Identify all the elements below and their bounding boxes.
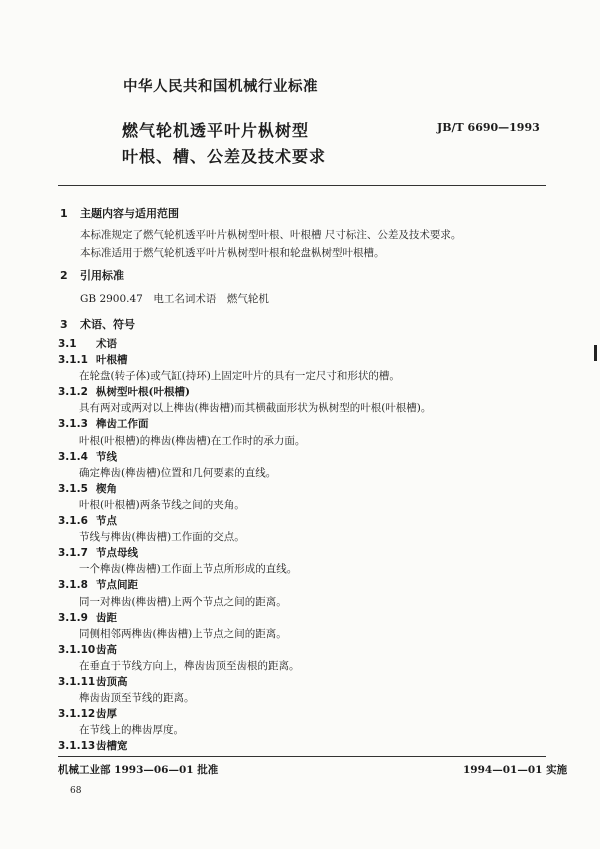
term-definition: 具有两对或两对以上榫齿(榫齿槽)而其横截面形状为枞树型的叶根(叶根槽)。 <box>79 402 432 415</box>
term-definition: 一个榫齿(榫齿槽)工作面上节点所形成的直线。 <box>79 563 298 576</box>
standard-code: JB/T 6690—1993 <box>437 121 540 134</box>
term-number: 3.1.5 <box>58 482 88 495</box>
section-title: 引用标准 <box>80 269 124 282</box>
subsection-title: 术语 <box>96 338 117 350</box>
term-name: 榫齿工作面 <box>96 418 149 431</box>
header-divider <box>58 185 546 186</box>
term-name: 枞树型叶根(叶根槽) <box>96 386 190 399</box>
term-number: 3.1.13 <box>58 740 96 753</box>
term-name: 齿顶高 <box>96 675 128 688</box>
subsection-number: 3.1 <box>58 338 77 350</box>
issuing-organization: 中华人民共和国机械行业标准 <box>123 79 318 95</box>
section-number: 3 <box>60 318 68 331</box>
term-heading <box>58 384 431 400</box>
section-number: 2 <box>60 269 68 282</box>
term-number: 3.1.6 <box>58 515 88 528</box>
term-number: 3.1.9 <box>58 611 88 624</box>
section-title: 主题内容与适用范围 <box>80 207 179 220</box>
section-2-heading <box>60 267 124 283</box>
term-name: 节点母线 <box>96 547 138 560</box>
term-definition: 叶根(叶根槽)的榫齿(榫齿槽)在工作时的承力面。 <box>79 434 306 447</box>
paragraph: 本标准适用于燃气轮机透平叶片枞树型叶根和轮盘枞树型叶根槽。 <box>80 247 385 259</box>
term-name: 叶根槽 <box>96 354 128 367</box>
term-heading <box>58 449 431 465</box>
term-heading <box>58 545 431 561</box>
section-3-heading <box>60 316 135 332</box>
page-number: 68 <box>70 786 82 796</box>
term-definition: 榫齿齿顶至节线的距离。 <box>79 692 195 705</box>
section-title: 术语、符号 <box>80 318 135 331</box>
term-definition: 节线与榫齿(榫齿槽)工作面的交点。 <box>79 531 245 544</box>
term-heading <box>58 610 431 626</box>
term-name: 节点 <box>96 515 117 528</box>
term-heading <box>58 642 431 658</box>
term-definition: 同侧相邻两榫齿(榫齿槽)上节点之间的距离。 <box>79 627 287 640</box>
term-heading <box>58 352 431 368</box>
margin-mark <box>594 345 597 361</box>
term-definition: 在垂直于节线方向上，榫齿齿顶至齿根的距离。 <box>79 659 300 672</box>
term-heading <box>58 513 431 529</box>
term-heading <box>58 674 431 690</box>
term-heading <box>58 416 431 432</box>
document-title-line2: 叶根、槽、公差及技术要求 <box>122 147 327 166</box>
term-name: 节线 <box>96 450 117 463</box>
section-number: 1 <box>60 207 68 220</box>
terms-list <box>58 336 431 754</box>
term-heading <box>58 738 431 754</box>
term-number: 3.1.7 <box>58 547 88 560</box>
term-name: 齿高 <box>96 643 117 656</box>
term-name: 齿厚 <box>96 708 117 721</box>
term-definition: 确定榫齿(榫齿槽)位置和几何要素的直线。 <box>79 466 277 479</box>
term-name: 节点间距 <box>96 579 138 592</box>
term-number: 3.1.4 <box>58 450 88 463</box>
term-heading <box>58 481 431 497</box>
term-definition: 叶根(叶根槽)两条节线之间的夹角。 <box>79 498 245 511</box>
footer-divider <box>58 756 546 757</box>
term-name: 齿槽宽 <box>96 740 128 753</box>
term-number: 3.1.11 <box>58 675 96 688</box>
effective-date: 1994—01—01 实施 <box>463 764 568 776</box>
reference-standard: GB 2900.47 电工名词术语 燃气轮机 <box>80 293 269 305</box>
term-number: 3.1.12 <box>58 708 96 721</box>
term-number: 3.1.3 <box>58 418 88 431</box>
paragraph: 本标准规定了燃气轮机透平叶片枞树型叶根、叶根槽 尺寸标注、公差及技术要求。 <box>80 229 462 241</box>
term-name: 楔角 <box>96 482 117 495</box>
term-heading <box>58 577 431 593</box>
term-definition: 在节线上的榫齿厚度。 <box>79 724 184 737</box>
term-number: 3.1.8 <box>58 579 88 592</box>
subsection-heading <box>58 336 431 352</box>
document-title-line1: 燃气轮机透平叶片枞树型 <box>122 121 310 140</box>
term-number: 3.1.1 <box>58 354 88 367</box>
term-definition: 在轮盘(转子体)或气缸(持环)上固定叶片的具有一定尺寸和形状的槽。 <box>79 370 400 383</box>
term-number: 3.1.2 <box>58 386 88 399</box>
term-name: 齿距 <box>96 611 117 624</box>
section-1-heading <box>60 205 179 221</box>
term-definition: 同一对榫齿(榫齿槽)上两个节点之间的距离。 <box>79 595 287 608</box>
approval-date: 机械工业部 1993—06—01 批准 <box>58 764 219 776</box>
term-number: 3.1.10 <box>58 643 96 656</box>
term-heading <box>58 706 431 722</box>
